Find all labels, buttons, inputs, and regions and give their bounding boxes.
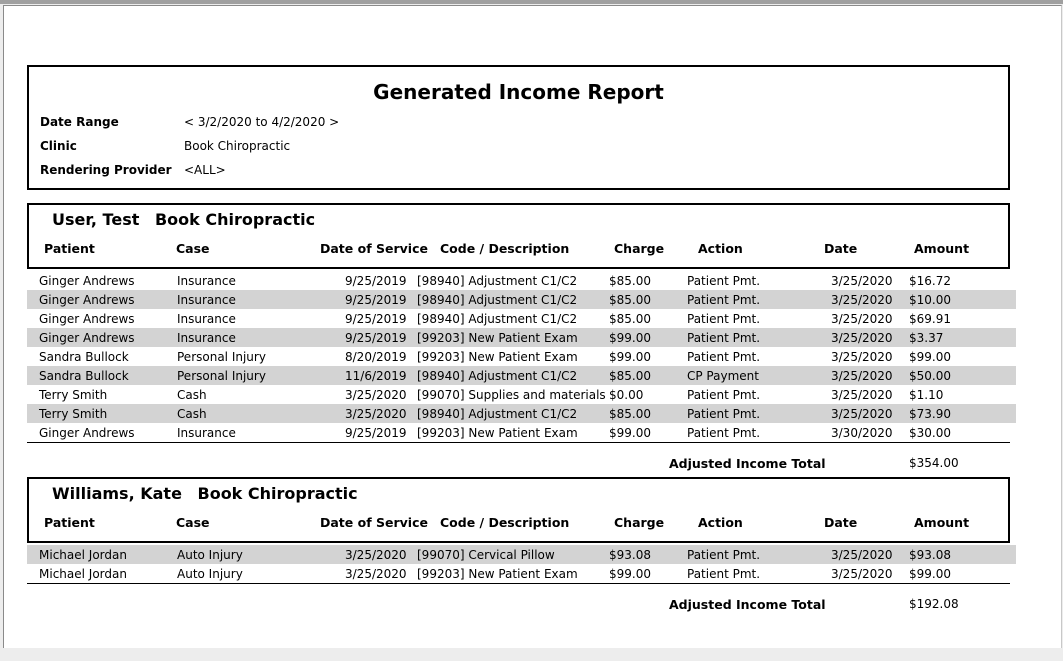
date-range-label: Date Range <box>40 115 119 129</box>
table-row <box>27 347 1016 366</box>
cell-date: 3/25/2020 <box>831 293 893 307</box>
cell-date-of-service: 9/25/2019 <box>345 426 407 440</box>
cell-date: 3/25/2020 <box>831 567 893 581</box>
cell-charge: $0.00 <box>609 388 644 402</box>
cell-action: CP Payment <box>687 369 759 383</box>
cell-amount: $3.37 <box>909 331 944 345</box>
cell-date: 3/30/2020 <box>831 426 893 440</box>
adjusted-income-total-value: $354.00 <box>909 456 959 470</box>
cell-case: Personal Injury <box>177 369 266 383</box>
cell-charge: $85.00 <box>609 293 651 307</box>
cell-case: Insurance <box>177 312 236 326</box>
cell-date-of-service: 3/25/2020 <box>345 407 407 421</box>
cell-code: [98940] Adjustment C1/C2 <box>417 293 578 307</box>
col-charge: Charge <box>614 241 665 256</box>
cell-action: Patient Pmt. <box>687 426 761 440</box>
cell-charge: $99.00 <box>609 567 651 581</box>
cell-amount: $10.00 <box>909 293 951 307</box>
table-row <box>27 290 1016 309</box>
col-patient: Patient <box>44 515 95 530</box>
col-date-of-service: Date of Service <box>320 241 428 256</box>
group-provider: User, Test <box>52 210 140 229</box>
cell-date-of-service: 9/25/2019 <box>345 274 407 288</box>
rendering-provider-label: Rendering Provider <box>40 163 172 177</box>
report-title: Generated Income Report <box>373 80 664 104</box>
col-action: Action <box>698 515 743 530</box>
group-provider: Williams, Kate <box>52 484 182 503</box>
col-case: Case <box>176 515 210 530</box>
table-row <box>27 309 1016 328</box>
cell-code: [99203] New Patient Exam <box>417 567 578 581</box>
col-patient: Patient <box>44 241 95 256</box>
cell-case: Insurance <box>177 274 236 288</box>
cell-code: [99203] New Patient Exam <box>417 426 578 440</box>
adjusted-income-total-value: $192.08 <box>909 597 959 611</box>
cell-charge: $85.00 <box>609 369 651 383</box>
cell-charge: $93.08 <box>609 548 651 562</box>
group-clinic: Book Chiropractic <box>197 484 358 503</box>
cell-date: 3/25/2020 <box>831 350 893 364</box>
cell-patient: Sandra Bullock <box>39 350 129 364</box>
group-header <box>27 477 1010 543</box>
cell-date-of-service: 9/25/2019 <box>345 331 407 345</box>
rendering-provider-value: <ALL> <box>184 163 226 177</box>
report-header <box>27 65 1010 190</box>
clinic-value: Book Chiropractic <box>184 139 291 153</box>
cell-charge: $99.00 <box>609 331 651 345</box>
cell-patient: Terry Smith <box>39 407 108 421</box>
cell-date: 3/25/2020 <box>831 407 893 421</box>
col-amount: Amount <box>914 515 970 530</box>
table-row <box>27 423 1016 442</box>
table-row <box>27 366 1016 385</box>
cell-code: [99070] Cervical Pillow <box>417 548 555 562</box>
cell-action: Patient Pmt. <box>687 350 761 364</box>
cell-case: Personal Injury <box>177 350 266 364</box>
col-charge: Charge <box>614 515 665 530</box>
cell-charge: $99.00 <box>609 426 651 440</box>
table-row <box>27 545 1016 564</box>
cell-amount: $16.72 <box>909 274 951 288</box>
cell-date-of-service: 11/6/2019 <box>345 369 407 383</box>
cell-patient: Ginger Andrews <box>39 293 135 307</box>
cell-case: Insurance <box>177 426 236 440</box>
cell-amount: $1.10 <box>909 388 944 402</box>
cell-patient: Michael Jordan <box>39 567 127 581</box>
adjusted-income-total-label: Adjusted Income Total <box>669 456 826 471</box>
table-row <box>27 564 1016 583</box>
group-header <box>27 203 1010 269</box>
cell-action: Patient Pmt. <box>687 293 761 307</box>
cell-date-of-service: 9/25/2019 <box>345 293 407 307</box>
cell-action: Patient Pmt. <box>687 567 761 581</box>
cell-amount: $99.00 <box>909 567 951 581</box>
cell-code: [99070] Supplies and materials <box>417 388 606 402</box>
cell-date: 3/25/2020 <box>831 388 893 402</box>
col-case: Case <box>176 241 210 256</box>
cell-case: Insurance <box>177 331 236 345</box>
cell-patient: Ginger Andrews <box>39 312 135 326</box>
cell-date: 3/25/2020 <box>831 369 893 383</box>
cell-date: 3/25/2020 <box>831 312 893 326</box>
cell-amount: $99.00 <box>909 350 951 364</box>
col-date: Date <box>824 241 858 256</box>
col-action: Action <box>698 241 743 256</box>
cell-charge: $85.00 <box>609 274 651 288</box>
cell-date-of-service: 3/25/2020 <box>345 388 407 402</box>
col-code-description: Code / Description <box>440 515 570 530</box>
cell-date-of-service: 3/25/2020 <box>345 548 407 562</box>
cell-action: Patient Pmt. <box>687 331 761 345</box>
clinic-label: Clinic <box>40 139 77 153</box>
group-title <box>52 210 315 229</box>
cell-action: Patient Pmt. <box>687 274 761 288</box>
cell-patient: Ginger Andrews <box>39 426 135 440</box>
window-top-border <box>0 0 1063 4</box>
cell-patient: Ginger Andrews <box>39 274 135 288</box>
cell-charge: $85.00 <box>609 312 651 326</box>
table-row <box>27 271 1016 290</box>
cell-amount: $93.08 <box>909 548 951 562</box>
cell-patient: Sandra Bullock <box>39 369 129 383</box>
col-date: Date <box>824 515 858 530</box>
table-row <box>27 404 1016 423</box>
cell-patient: Ginger Andrews <box>39 331 135 345</box>
col-code-description: Code / Description <box>440 241 570 256</box>
total-divider <box>27 442 1010 443</box>
cell-action: Patient Pmt. <box>687 407 761 421</box>
cell-code: [98940] Adjustment C1/C2 <box>417 274 578 288</box>
cell-code: [98940] Adjustment C1/C2 <box>417 312 578 326</box>
cell-action: Patient Pmt. <box>687 388 761 402</box>
cell-code: [99203] New Patient Exam <box>417 350 578 364</box>
cell-patient: Terry Smith <box>39 388 108 402</box>
total-divider <box>27 583 1010 584</box>
cell-charge: $99.00 <box>609 350 651 364</box>
cell-date-of-service: 8/20/2019 <box>345 350 407 364</box>
cell-case: Cash <box>177 407 207 421</box>
cell-amount: $30.00 <box>909 426 951 440</box>
col-date-of-service: Date of Service <box>320 515 428 530</box>
cell-case: Auto Injury <box>177 548 243 562</box>
cell-date-of-service: 3/25/2020 <box>345 567 407 581</box>
col-amount: Amount <box>914 241 970 256</box>
cell-patient: Michael Jordan <box>39 548 127 562</box>
cell-amount: $73.90 <box>909 407 951 421</box>
table-row <box>27 328 1016 347</box>
cell-case: Insurance <box>177 293 236 307</box>
cell-amount: $69.91 <box>909 312 951 326</box>
group-clinic: Book Chiropractic <box>154 210 316 229</box>
cell-date: 3/25/2020 <box>831 548 893 562</box>
adjusted-income-total-label: Adjusted Income Total <box>669 597 826 612</box>
cell-code: [98940] Adjustment C1/C2 <box>417 369 578 383</box>
cell-case: Cash <box>177 388 207 402</box>
table-row <box>27 385 1016 404</box>
group-title <box>52 484 358 503</box>
cell-date-of-service: 9/25/2019 <box>345 312 407 326</box>
cell-date: 3/25/2020 <box>831 331 893 345</box>
cell-date: 3/25/2020 <box>831 274 893 288</box>
cell-action: Patient Pmt. <box>687 548 761 562</box>
cell-code: [99203] New Patient Exam <box>417 331 578 345</box>
date-range-value: < 3/2/2020 to 4/2/2020 > <box>184 115 340 129</box>
cell-case: Auto Injury <box>177 567 243 581</box>
cell-code: [98940] Adjustment C1/C2 <box>417 407 578 421</box>
cell-amount: $50.00 <box>909 369 951 383</box>
cell-charge: $85.00 <box>609 407 651 421</box>
cell-action: Patient Pmt. <box>687 312 761 326</box>
